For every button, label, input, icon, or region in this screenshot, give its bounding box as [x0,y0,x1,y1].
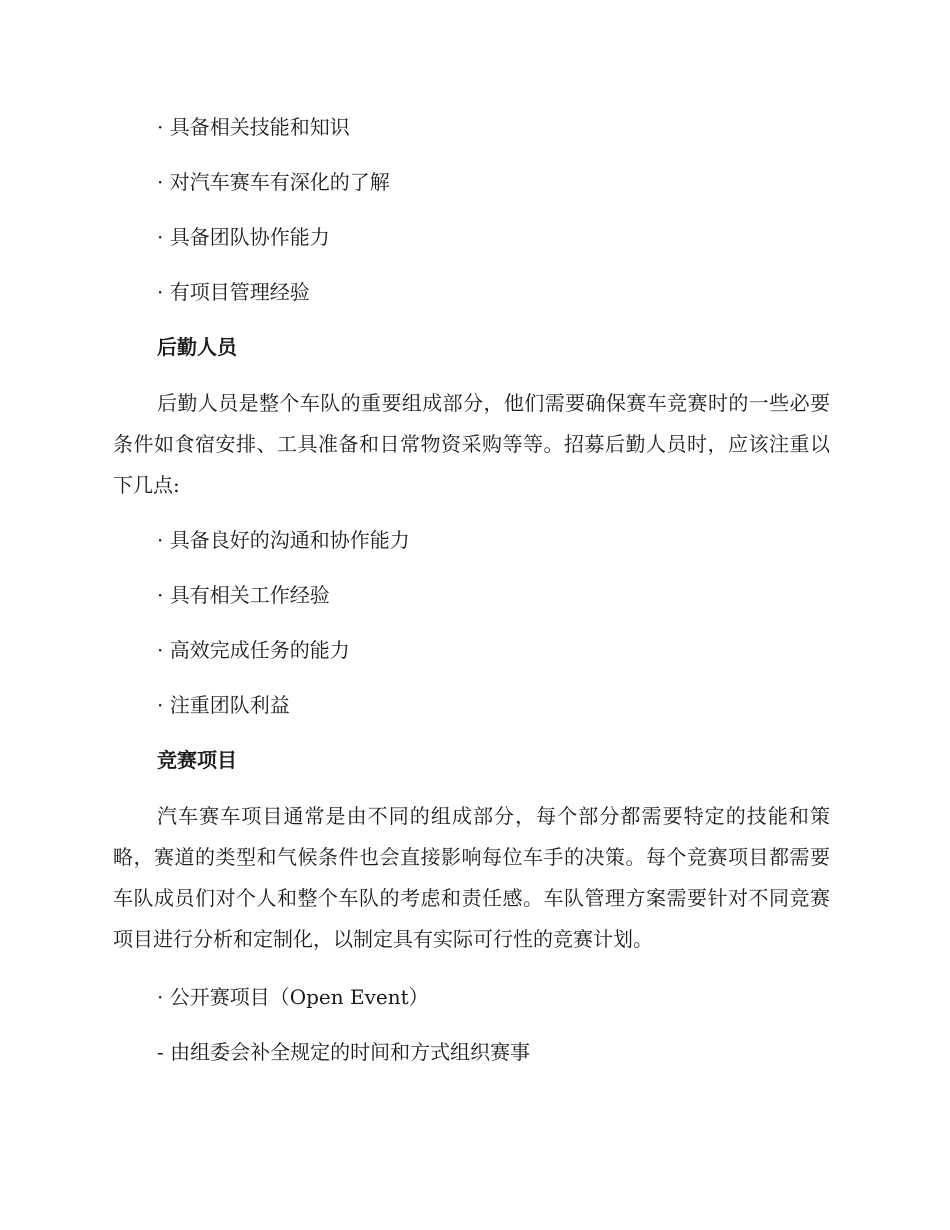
sub-item: - 由组委会补全规定的时间和方式组织赛事 [157,1040,531,1064]
bullet-item: · 具备相关技能和知识 [157,115,350,139]
section-heading-logistics: 后勤人员 [157,335,237,359]
bullet-item: · 公开赛项目（Open Event） [157,985,429,1009]
events-paragraph: 汽车赛车项目通常是由不同的组成部分，每个部分都需要特定的技能和策略，赛道的类型和气候条件也会直接影响每位车手的决策。每个竞赛项目都需要车队成员们对个人和整个车队的考虑和责任感。车队管理方案需要针对不同竞赛项目进行分析和定制化，以制定具有实际可行性的竞赛计划。 [113,804,830,951]
bullet-item: · 注重团队利益 [157,693,290,717]
logistics-paragraph: 后勤人员是整个车队的重要组成部分，他们需要确保赛车竞赛时的一些必要条件如食宿安排、工具准备和日常物资采购等等。招募后勤人员时，应该注重以下几点: [113,391,830,497]
bullet-item: · 对汽车赛车有深化的了解 [157,170,390,194]
bullet-item: · 高效完成任务的能力 [157,638,350,662]
section-heading-events: 竞赛项目 [157,748,237,772]
bullet-item: · 有项目管理经验 [157,280,310,304]
bullet-item: · 具有相关工作经验 [157,583,330,607]
bullet-item: · 具备良好的沟通和协作能力 [157,528,410,552]
bullet-item: · 具备团队协作能力 [157,225,330,249]
